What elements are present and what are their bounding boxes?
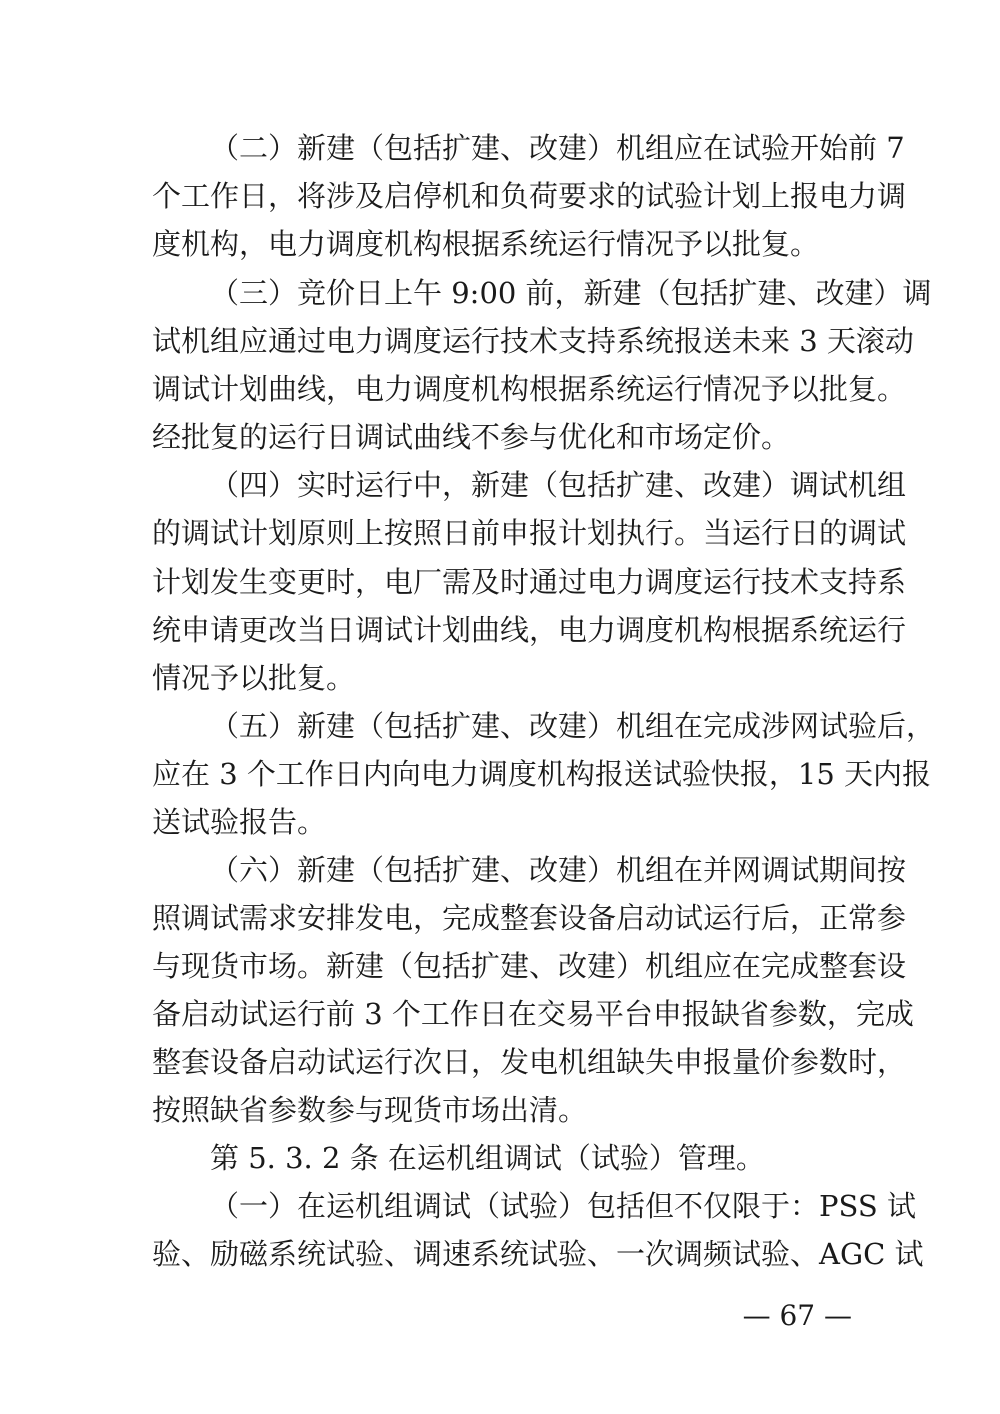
text-line: （四）实时运行中，新建（包括扩建、改建）调试机组 bbox=[210, 468, 907, 502]
text-line: 试机组应通过电力调度运行技术支持系统报送未来 3 天滚动 bbox=[152, 324, 914, 358]
text-line: 个工作日，将涉及启停机和负荷要求的试验计划上报电力调 bbox=[152, 179, 907, 213]
text-line: 调试计划曲线，电力调度机构根据系统运行情况予以批复。 bbox=[152, 372, 907, 406]
text-line: 计划发生变更时，电厂需及时通过电力调度运行技术支持系 bbox=[152, 565, 907, 599]
text-line: 送试验报告。 bbox=[152, 805, 327, 839]
text-line: 经批复的运行日调试曲线不参与优化和市场定价。 bbox=[152, 420, 791, 454]
text-line: 按照缺省参数参与现货市场出清。 bbox=[152, 1093, 588, 1127]
page-number: — 67 — bbox=[742, 1299, 852, 1332]
text-line: 统申请更改当日调试计划曲线，电力调度机构根据系统运行 bbox=[152, 613, 907, 647]
text-line: 应在 3 个工作日内向电力调度机构报送试验快报，15 天内报 bbox=[152, 757, 932, 791]
text-line: 的调试计划原则上按照日前申报计划执行。当运行日的调试 bbox=[152, 516, 907, 550]
text-line: （三）竞价日上午 9:00 前，新建（包括扩建、改建）调 bbox=[210, 276, 932, 310]
text-line: （一）在运机组调试（试验）包括但不仅限于：PSS 试 bbox=[210, 1189, 916, 1223]
text-line: 情况予以批复。 bbox=[152, 661, 356, 695]
text-line: 度机构，电力调度机构根据系统运行情况予以批复。 bbox=[152, 227, 820, 261]
text-line: （二）新建（包括扩建、改建）机组应在试验开始前 7 bbox=[210, 131, 905, 165]
text-line: 整套设备启动试运行次日，发电机组缺失申报量价参数时， bbox=[152, 1045, 907, 1079]
text-line: 备启动试运行前 3 个工作日在交易平台申报缺省参数，完成 bbox=[152, 997, 914, 1031]
text-line: （六）新建（包括扩建、改建）机组在并网调试期间按 bbox=[210, 853, 907, 887]
article-heading: 第 5. 3. 2 条 在运机组调试（试验）管理。 bbox=[210, 1141, 765, 1175]
text-line: （五）新建（包括扩建、改建）机组在完成涉网试验后， bbox=[210, 709, 936, 743]
text-line: 与现货市场。新建（包括扩建、改建）机组应在完成整套设 bbox=[152, 949, 907, 983]
text-line: 验、励磁系统试验、调速系统试验、一次调频试验、AGC 试 bbox=[152, 1237, 924, 1271]
text-line: 照调试需求安排发电，完成整套设备启动试运行后，正常参 bbox=[152, 901, 907, 935]
